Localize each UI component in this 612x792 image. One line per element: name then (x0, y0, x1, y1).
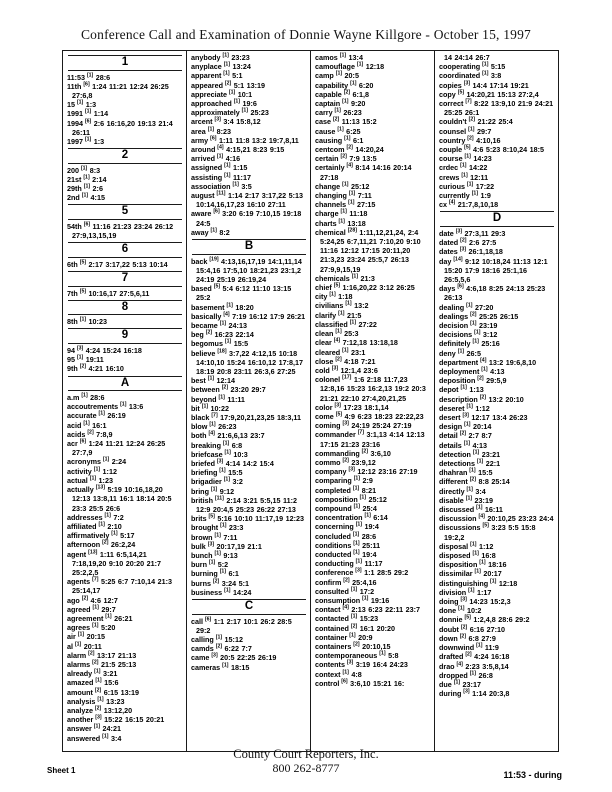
index-entry: 21st [1] 2:14 (67, 174, 107, 184)
page-title: Conference Call and Examination of Donnie Wayne Killgore - October 15, 1997 (80, 27, 532, 42)
index-entry: cause [1] 6:25 (315, 126, 361, 136)
index-entry: 1994 [6] 2:6 16:16,20 19:13 21:4 26:11 (67, 118, 173, 137)
index-column-3 (310, 51, 434, 751)
index-entry: camds [2] 6:22 7:7 (191, 643, 252, 654)
sheet-number: Sheet 1 (47, 766, 76, 775)
index-entry: civilians [1] 13:2 (315, 301, 369, 311)
index-entry: case [2] 11:13 15:2 (315, 117, 377, 127)
index-entry: burn [1] 5:2 (191, 559, 229, 570)
index-entry: commo [2] 23:9,12 (315, 457, 376, 467)
index-entry: doing [3] 14:23 15:2,3 (439, 596, 511, 607)
index-entry: design [1] 20:14 (439, 421, 492, 432)
index-entry: colonel [17] 1:6 2:18 11:7,23 12:8,16 15:23 16:2,13 19:2 20:3 21:21 22:10 27:4,20,21,25 (315, 374, 426, 403)
section-header-9: 9 (68, 328, 182, 344)
section-header-2: 2 (68, 148, 182, 164)
index-entry: contacted [1] 15:23 (315, 614, 379, 624)
index-entry: chemicals [1] 21:3 (315, 273, 375, 283)
index-column-1 (63, 51, 186, 751)
index-entry: amount [2] 6:15 13:19 (67, 687, 139, 697)
index-entry: 6th [5] 2:17 3:17,22 5:13 10:14 (67, 259, 168, 269)
index-entry: concluded [1] 28:6 (315, 531, 377, 541)
index-entry: cold [3] 12:1,4 23:6 (315, 365, 378, 375)
index-entry: 11:53 [1] 28:6 (67, 72, 111, 82)
index-entry: both [4] 21:6,6,13 23:7 (191, 431, 265, 441)
index-entry: camos [1] 13:4 (315, 52, 363, 62)
index-entry: discussed [1] 16:11 (439, 504, 503, 515)
index-entry: definitely [1] 25:16 (439, 339, 500, 349)
index-entry: accurate [1] 26:19 (67, 411, 126, 421)
index-entry: anybody [1] 23:23 (191, 52, 250, 62)
section-header-7: 7 (68, 271, 182, 287)
index-entry: counsel [1] 29:7 (439, 126, 492, 136)
index-entry: drao [4] 2:23 3:5,8,14 (439, 661, 509, 671)
index-entry: confirm [2] 25:4,16 (315, 577, 377, 587)
index-entry: believe [18] 3:7,22 4:12,15 10:18 14:10,10 15:24 16:10,12 17:8,17 18:19 20:8 23:11 26:3,6 27:25 (191, 348, 303, 376)
index-entry: container [1] 20:9 (315, 632, 373, 642)
index-entry: bring [1] 9:12 (191, 486, 235, 496)
index-entry: agent [13] 1:11 6:5,14,21 7:18,19,20 9:10 20:20 21:7 25:2,2,5 (67, 549, 162, 577)
index-entry: consulted [1] 17:2 (315, 586, 375, 596)
index-entry: clear [4] 7:12,18 13:18,18 (315, 337, 398, 348)
index-entry: agents [7] 5:25 6:7 7:10,14 21:3 25:14,17 (67, 576, 172, 596)
index-entry: conducting [1] 11:17 (315, 558, 383, 569)
index-entry: association [1] 3:5 (191, 181, 252, 191)
index-entry: come [5] 4:9 6:23 18:23 22:22,23 (315, 411, 424, 421)
index-entry: coordinated [1] 3:8 (439, 71, 502, 81)
index-entry: carry [1] 26:23 (315, 107, 362, 118)
index-entry: down [2] 6:8 27:9 (439, 633, 496, 643)
section-header-C: C (192, 599, 306, 615)
index-entry: approximately [1] 25:23 (191, 107, 269, 118)
index-entry: al [1] 20:11 (67, 641, 102, 651)
index-entry: arcent [3] 3:4 15:8,12 (191, 117, 261, 127)
index-entry: best [1] 12:14 (191, 375, 235, 386)
index-entry: briefing [1] 15:5 (191, 467, 243, 478)
index-entry: alarms [2] 21:5 25:13 (67, 659, 137, 669)
index-entry: 2nd [1] 4:15 (67, 192, 105, 203)
index-entry: activity [1] 1:12 (67, 466, 117, 476)
index-entry: correct [7] 8:22 13:9,10 21:9 24:21 25:25 26:1 (439, 98, 554, 118)
index-entry: briefed [3] 4:14 14:2 15:4 (191, 458, 274, 469)
index-entry: british [11] 2:14 3:21 5:5,15 11:2 12:9 20:4,5 25:23 26:22 27:13 (191, 495, 297, 515)
index-entry: actually [13] 5:19 10:16,18,20 12:13 13:8,11 16:1 18:14 20:5 23:3 25:5 26:6 (67, 484, 172, 513)
index-entry: detections [1] 22:1 (439, 458, 501, 469)
index-entry: dates [3] 26:1,18,18 (439, 246, 503, 257)
index-entry: amazed [1] 15:6 (67, 677, 119, 688)
index-entry: desert [3] 12:17 13:4 26:23 (439, 412, 528, 423)
index-entry: assisting [1] 11:17 (191, 172, 251, 182)
index-column-4 (434, 51, 558, 751)
section-header-D: D (440, 211, 554, 227)
index-entry: close [2] 4:18 7:21 (315, 356, 376, 366)
index-entry: addresses [1] 7:2 (67, 512, 124, 522)
index-entry: company [3] 12:12 23:16 27:19 (315, 466, 418, 477)
index-entry: decisions [1] 3:12 (439, 329, 498, 340)
index-entry: calling [1] 15:12 (191, 634, 243, 644)
index-entry: drafted [2] 4:24 16:18 (439, 651, 510, 662)
index-entry: donnie [5] 1:2,4,8 28:6 29:2 (439, 615, 530, 625)
index-entry: answered [1] 3:4 (67, 733, 122, 743)
index-entry: department [4] 13:2 19:6,8,10 (439, 357, 537, 367)
index-entry: certain [2] 7:9 13:5 (315, 153, 377, 164)
index-entry: deployment [1] 4:13 (439, 366, 505, 376)
index-entry: area [1] 8:23 (191, 126, 231, 136)
index-entry: dissimilar [1] 20:17 (439, 569, 502, 579)
footer-organization: County Court Reporters, Inc. (233, 747, 379, 761)
index-entry: color [3] 17:23 18:1,14 (315, 402, 389, 412)
index-entry: description [2] 13:2 20:10 (439, 394, 524, 404)
index-entry: deseret [1] 1:12 (439, 403, 490, 413)
index-entry: cooperating [1] 5:15 (439, 61, 506, 72)
index-entry: business [1] 14:24 (191, 587, 252, 597)
index-entry: coming [3] 24:19 25:24 27:19 (315, 420, 412, 431)
index-entry: copies [3] 14:4 17:14 19:21 (439, 80, 529, 90)
index-entry: details [1] 4:13 (439, 440, 487, 450)
index-entry: done [1] 10:2 (439, 605, 482, 616)
index-entry: based [5] 5:4 6:12 11:10 13:15 25:2 (191, 283, 292, 303)
index-entry: actual [1] 1:23 (67, 475, 113, 485)
index-entry: apparent [1] 5:1 (191, 71, 243, 81)
index-entry: aware [6] 3:20 6:19 7:10,15 19:18 24:5 (191, 209, 302, 228)
index-entry: chemical [28] 1:11,12,21,24, 2:4 5:24,25 6:7,11,21 7:10,20 9:10 11:16 12:12 17:15 20:11,20 21:3,23 23:24 25:5,7 26:13 27:9,9,15,19 (315, 227, 421, 274)
index-entry: affirmatively [1] 5:17 (67, 530, 135, 541)
index-entry: blow [1] 26:23 (191, 421, 237, 432)
section-header-6: 6 (68, 242, 182, 258)
index-entry: consumption [1] 19:16 (315, 595, 390, 605)
index-entry: another [3] 15:22 16:15 20:21 (67, 714, 165, 725)
index-entry: contents [3] 3:19 16:4 24:23 (315, 660, 408, 670)
index-entry: classified [1] 27:22 (315, 319, 377, 329)
index-entry: causing [1] 6:1 (315, 135, 364, 145)
index-entry: beyond [1] 11:11 (191, 394, 245, 404)
index-entry: day [14] 9:12 10:18,24 11:13 12:1 15:20 17:9 18:16 25:1,16 26:5,5,6 (439, 256, 548, 284)
index-entry: acids [2] 7:8,9 (67, 429, 113, 439)
index-entry: containers [2] 20:10,15 (315, 641, 391, 651)
index-entry: distinguishing [1] 12:18 (439, 578, 518, 588)
index-entry: concerning [1] 19:4 (315, 521, 379, 532)
index-entry: capable [2] 6:1,8 (315, 89, 369, 99)
footer-phone: 800 262-8777 (272, 761, 340, 775)
index-entry: commanding [2] 3:6,10 (315, 448, 391, 458)
index-entry: call [6] 1:1 2:17 10:1 26:2 28:5 29:2 (191, 616, 292, 635)
index-entry: arrived [1] 4:16 (191, 153, 241, 164)
index-entry: dealings [2] 25:25 26:15 (439, 311, 519, 321)
index-entry: already [1] 3:21 (67, 668, 118, 679)
index-entry: date [3] 27:3,11 29:3 (439, 228, 506, 238)
index-entry: agreed [1] 29:7 (67, 604, 116, 614)
index-entry: 15 [1] 1:3 (67, 99, 97, 110)
index-entry: affiliated [1] 2:10 (67, 521, 122, 531)
word-index-box (62, 50, 559, 752)
index-entry: dated [2] 2:6 27:5 (439, 237, 497, 248)
index-entry: during [3] 1:14 20:3,8 (439, 688, 510, 699)
index-entry: appeared [2] 5:1 13:19 (191, 80, 266, 90)
index-entry: crews [1] 12:11 (439, 172, 489, 182)
index-entry: cameras [1] 18:15 (191, 662, 250, 672)
section-header-1: 1 (68, 55, 182, 71)
index-entry: beg [2] 16:23 22:14 (191, 329, 254, 340)
index-entry: dealing [1] 27:20 (439, 302, 494, 312)
index-entry: division [1] 1:17 (439, 587, 492, 597)
index-entry: depot [1] 1:13 (439, 385, 484, 395)
index-entry: cleared [1] 23:1 (315, 347, 366, 357)
index-entry: air [1] 20:15 (67, 631, 105, 642)
index-entry: chief [5] 1:16,20,22 3:12 26:25 (315, 282, 415, 293)
index-entry: change [1] 25:12 (315, 181, 370, 191)
index-entry: camp [1] 20:5 (315, 71, 359, 81)
index-entry: disable [1] 23:19 (439, 495, 493, 505)
index-entry: clean [1] 25:3 (315, 328, 359, 339)
index-entry: army [6] 1:11 11:8 13:2 19:7,8,11 (191, 135, 299, 145)
index-entry: country [2] 4:10,16 (439, 135, 501, 145)
index-entry: channels [1] 27:15 (315, 199, 376, 210)
index-entry: around [4] 4:15,21 8:23 9:15 (191, 144, 285, 155)
index-entry: came [3] 20:5 22:25 26:19 (191, 653, 277, 663)
index-entry: clarify [1] 21:5 (315, 310, 362, 320)
index-entry: disposed [1] 16:8 (439, 550, 496, 561)
index-entry: approached [1] 19:6 (191, 98, 257, 109)
index-entry: bunch [1] 9:13 (191, 550, 238, 561)
index-entry: deposition [2] 29:5,9 (439, 375, 507, 386)
index-entry: charts [1] 13:18 (315, 218, 366, 228)
index-entry: dhahran [1] 15:5 (439, 467, 493, 478)
index-entry: changing [1] 7:11 (315, 190, 372, 201)
index-entry: agreement [1] 26:21 (67, 613, 133, 623)
index-entry: disposition [1] 18:16 (439, 559, 507, 570)
index-entry: away [1] 8:2 (191, 227, 230, 237)
index-entry: course [1] 14:23 (439, 153, 492, 164)
index-entry: 8th [1] 10:23 (67, 316, 107, 327)
index-entry: between [2] 23:20 29:7 (191, 385, 266, 395)
index-entry: captain [1] 9:20 (315, 98, 366, 109)
index-entry: alarm [2] 13:17 21:13 (67, 650, 137, 660)
index-entry: dropped [1] 26:8 (439, 670, 493, 680)
index-entry: 54th [6] 11:16 21:23 23:24 26:12 27:9,13,15,19 (67, 221, 174, 241)
index-entry: 95 [1] 19:11 (67, 354, 104, 365)
index-entry: decision [1] 23:19 (439, 320, 498, 330)
index-entry: 200 [1] 8:3 (67, 165, 101, 175)
index-entry: detection [1] 23:21 (439, 449, 501, 459)
index-entry: cx [4] 21:7,8,10,18 (439, 199, 499, 210)
index-entry: assigned [1] 1:15 (191, 163, 248, 173)
index-entry: copy [5] 14:20,21 15:13 27:2,4 (439, 89, 539, 99)
section-header-8: 8 (68, 300, 182, 316)
index-entry: answer [1] 24:21 (67, 723, 121, 734)
index-column-2 (186, 51, 310, 751)
index-entry: doubt [2] 6:16 27:10 (439, 624, 506, 634)
index-entry: capability [1] 6:20 (315, 80, 374, 90)
index-entry: days [6] 4:6,18 8:25 24:13 25:23 26:13 (439, 283, 546, 303)
index-entry: contemporaneous [1] 5:8 (315, 650, 399, 661)
index-entry: 29th [1] 2:6 (67, 183, 103, 194)
index-entry: composition [1] 25:12 (315, 494, 387, 504)
index-entry: directly [1] 3:4 (439, 486, 486, 496)
index-entry: brown [1] 7:11 (191, 532, 238, 542)
index-entry: 1997 [1] 1:3 (67, 136, 105, 146)
index-entry: basement [1] 18:20 (191, 302, 254, 312)
index-entry: couple [5] 4:6 5:23 8:10,24 18:5 (439, 144, 544, 155)
index-entry: compound [1] 25:4 (315, 503, 377, 513)
index-entry: completed [1] 8:21 (315, 485, 377, 495)
index-entry: a.m [1] 28:6 (67, 392, 105, 403)
index-entry: analyze [2] 13:12,20 (67, 705, 133, 715)
section-header-A: A (68, 376, 182, 392)
index-entry: brigadier [1] 3:2 (191, 477, 243, 487)
index-entry: begomus [1] 15:5 (191, 339, 249, 349)
index-entry: bulk [3] 20:17,19 21:1 (191, 541, 262, 551)
index-entry: appreciate [1] 10:1 (191, 89, 253, 99)
index-entry: 1991 [1] 1:14 (67, 108, 109, 119)
index-entry: august [11] 1:14 2:17 3:17,22 5:13 10:14,16,17,23 16:10 27:11 (191, 190, 303, 210)
index-entry: downwind [1] 11:9 (439, 642, 499, 653)
index-entry: detail [2] 2:7 8:7 (439, 431, 492, 441)
index-entry: analysis [1] 13:23 (67, 696, 125, 706)
index-entry: basically [4] 7:19 16:12 17:9 26:21 (191, 311, 306, 321)
index-entry: conditions [1] 25:11 (315, 540, 381, 550)
index-entry: different [2] 8:8 25:14 (439, 477, 510, 487)
index-entry: crdec [1] 14:22 (439, 163, 488, 173)
index-range-label: 11:53 - during (503, 770, 562, 780)
index-entry: certainly [4] 8:14 14:16 20:14 27:18 (315, 163, 412, 182)
index-entry: contact [4] 2:13 6:23 22:11 23:7 (315, 604, 420, 615)
index-entry: brits [5] 5:16 10:10 11:17,19 12:23 (191, 513, 304, 524)
index-entry: concentration [1] 6:14 (315, 512, 388, 523)
index-entry: conference [3] 1:1 28:5 29:2 (315, 567, 409, 578)
index-entry: commander [7] 3:1,13 4:14 12:13 17:15 21:23 23:16 (315, 429, 425, 449)
index-entry: conducted [1] 19:4 (315, 549, 377, 559)
index-entry: breaking [1] 6:8 (191, 440, 243, 450)
index-entry: became [1] 24:13 (191, 320, 247, 330)
index-entry-continuation: 14 24:14 26:7 (444, 53, 490, 62)
index-entry: acid [1] 16:1 (67, 420, 107, 430)
index-entry: acr [6] 1:24 11:21 12:24 26:25 27:7,9 (67, 438, 166, 458)
index-entry: black [7] 17:9,20,21,23,25 18:3,11 (191, 412, 301, 423)
index-entry: currently [1] 1:9 (439, 190, 491, 201)
index-entry: context [1] 4:8 (315, 669, 362, 679)
index-entry: curious [1] 17:22 (439, 181, 495, 191)
index-entry: deny [1] 26:5 (439, 348, 481, 358)
index-entry: afternoon [2] 26:2,24 (67, 539, 136, 550)
index-entry: bit [1] 10:22 (191, 403, 229, 413)
index-entry: comparing [1] 2:9 (315, 475, 373, 486)
index-entry: centcom [2] 14:20,24 (315, 144, 384, 155)
index-entry: control [6] 3:6,10 15:21 16: (315, 678, 405, 688)
index-entry: 7th [5] 10:16,17 27:5,6,11 (67, 288, 150, 298)
section-header-5: 5 (68, 204, 182, 220)
index-entry: due [1] 23:17 (439, 679, 481, 689)
index-entry: agrees [1] 5:20 (67, 622, 116, 633)
index-entry: camouflage [1] 12:18 (315, 61, 385, 72)
index-entry: anyplace [1] 13:24 (191, 61, 251, 72)
index-entry: acronyms [1] 2:24 (67, 457, 127, 467)
index-entry: disposal [1] 1:12 (439, 541, 494, 551)
section-header-B: B (192, 239, 306, 255)
index-entry: briefcase [1] 10:3 (191, 449, 248, 459)
index-entry: burning [1] 6:1 (191, 569, 239, 579)
index-entry: accoutrements [1] 13:6 (67, 401, 144, 412)
index-entry: couldn't [2] 21:22 25:4 (439, 117, 513, 127)
index-entry: contained [2] 16:1 20:20 (315, 623, 395, 633)
index-entry: burns [2] 3:24 5:1 (191, 578, 250, 588)
index-entry: back [19] 4:13,16,17,19 14:1,11,14 15:4,16 17:5,10 18:21,23 23:1,2 24:19 25:19 26:19,24 (191, 256, 302, 284)
index-entry: brought [1] 23:3 (191, 523, 244, 533)
index-entry: 94 [3] 4:24 15:24 16:18 (67, 345, 142, 355)
index-entry: city [1] 1:18 (315, 291, 353, 302)
index-entry: charge [1] 11:18 (315, 209, 368, 219)
index-entry: discussion [4] 20:10,25 23:23 24:4 (439, 513, 554, 524)
index-entry: ago [2] 4:6 12:7 (67, 595, 118, 605)
index-entry: 11th [6] 1:24 11:21 12:24 26:25 27:6,8 (67, 81, 169, 100)
index-entry: discussions [5] 3:23 5:5 15:8 19:2,2 (439, 523, 536, 542)
index-entry: 9th [2] 4:21 16:10 (67, 363, 124, 374)
